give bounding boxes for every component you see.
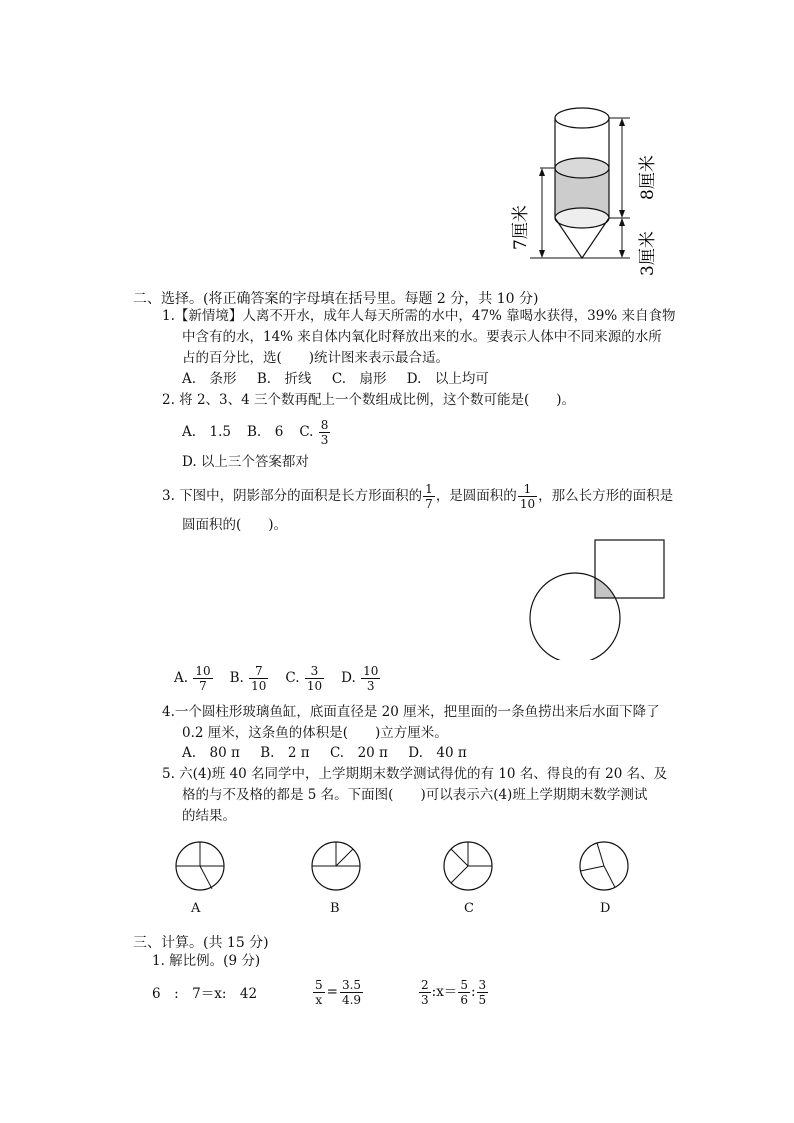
q3-options (174, 660, 397, 696)
q2-option-a[interactable]: A. 1.5 (182, 423, 232, 440)
q5-label-b: B (330, 901, 340, 916)
q5-pie-d[interactable] (574, 836, 634, 896)
section3-sub1: 1. 解比例。(9 分) (152, 953, 261, 969)
label-8cm: 8厘米 (638, 155, 658, 200)
q4-option-d[interactable]: D. 40 π (408, 745, 467, 761)
eq2: $\frac{5}{x}$ = $\frac{3.5}{4.9}$ (315, 977, 362, 1007)
q3-fraction-1-10: $\frac{1}{10}$ (519, 481, 536, 511)
q2-option-c-fraction: $\frac{8}{3}$ (320, 417, 329, 447)
q1-line1: 1.【新情境】人离不开水，成年人每天所需的水中，47% 靠喝水获得，39% 来自食物 (162, 308, 676, 324)
q4-line1: 4.一个圆柱形玻璃鱼缸，底面直径是 20 厘米，把里面的一条鱼捞出来后水面下降了 (162, 704, 660, 720)
q1-option-b[interactable]: B. 折线 (256, 371, 312, 387)
q5-label-a: A (191, 901, 201, 916)
cylinder-top-ellipse (555, 108, 609, 128)
q1-option-d[interactable]: D. 以上均可 (406, 371, 489, 387)
q5-pie-b[interactable] (306, 836, 366, 896)
q4-line2: 0.2 厘米，这条鱼的体积是( )立方厘米。 (182, 725, 448, 741)
section3-title: 三、计算。(共 15 分) (133, 935, 269, 951)
q4-option-b[interactable]: B. 2 π (260, 745, 310, 761)
q4-option-c[interactable]: C. 20 π (329, 745, 388, 761)
shaded-overlap (595, 540, 664, 598)
q5-label-d: D (600, 901, 611, 916)
q2-option-d[interactable]: D. 以上三个答案都对 (182, 454, 309, 470)
eq3: $\frac{2}{3}$ :x＝ $\frac{5}{6}$ : $\frac{3}{5}$ (421, 977, 487, 1007)
q5-line1: 5. 六(4)班 40 名同学中，上学期期末数学测试得优的有 10 名、得良的有 20 名、及 (162, 766, 668, 782)
q3-option-b[interactable]: B. $\frac{7}{10}$ (229, 663, 267, 693)
q3-option-d[interactable]: D. $\frac{10}{3}$ (341, 663, 379, 693)
q5-line2: 格的与不及格的都是 5 名。下面图( )可以表示六(4)班上学期期末数学测试 (182, 787, 648, 803)
q5-pie-c[interactable] (438, 836, 498, 896)
q3-option-a[interactable]: A. $\frac{10}{7}$ (174, 663, 211, 693)
label-7cm: 7厘米 (511, 205, 531, 250)
q2-options (182, 414, 331, 450)
q2-line1: 2. 将 2、3、4 三个数再配上一个数组成比例，这个数可能是( )。 (162, 392, 576, 408)
q4-option-a[interactable]: A. 80 π (182, 745, 240, 761)
section2-title: 二、选择。(将正确答案的字母填在括号里。每题 2 分，共 10 分) (133, 291, 539, 307)
eq1: 6 : 7＝x: 42 (152, 986, 258, 1002)
q2-option-c[interactable]: C. $\frac{8}{3}$ (299, 417, 329, 447)
q5-pie-a[interactable] (170, 836, 230, 896)
cylinder-cone-figure (500, 100, 670, 280)
q1-options (182, 369, 505, 390)
q5-label-c: C (464, 901, 474, 916)
water-top-ellipse (555, 158, 609, 178)
q3-fraction-1-7: $\frac{1}{7}$ (425, 481, 433, 511)
q1-line2: 中含有的水，14% 来自体内氧化时释放出来的水。要表示人体中不同来源的水所 (182, 329, 662, 345)
q2-option-b[interactable]: B. 6 (247, 423, 284, 440)
q3-line1: 3. 下图中，阴影部分的面积是长方形面积的 $\frac{1}{7}$ ，是圆面积的 $\frac{1}{10}$ ，那么长方形的面积是 (162, 481, 674, 511)
q5-line3: 的结果。 (182, 808, 236, 824)
circle-shape (530, 573, 620, 660)
q1-option-a[interactable]: A. 条形 (182, 371, 237, 387)
q3-line2: 圆面积的( )。 (182, 517, 288, 533)
q4-options (182, 743, 483, 764)
q1-line3: 占的百分比，选( )统计图来表示最合适。 (182, 350, 450, 366)
q3-option-c[interactable]: C. $\frac{3}{10}$ (285, 663, 323, 693)
label-3cm: 3厘米 (638, 231, 658, 276)
q1-option-c[interactable]: C. 扇形 (331, 371, 387, 387)
q3-circle-rectangle-figure (520, 530, 680, 660)
cylinder-bottom-ellipse (555, 208, 609, 228)
